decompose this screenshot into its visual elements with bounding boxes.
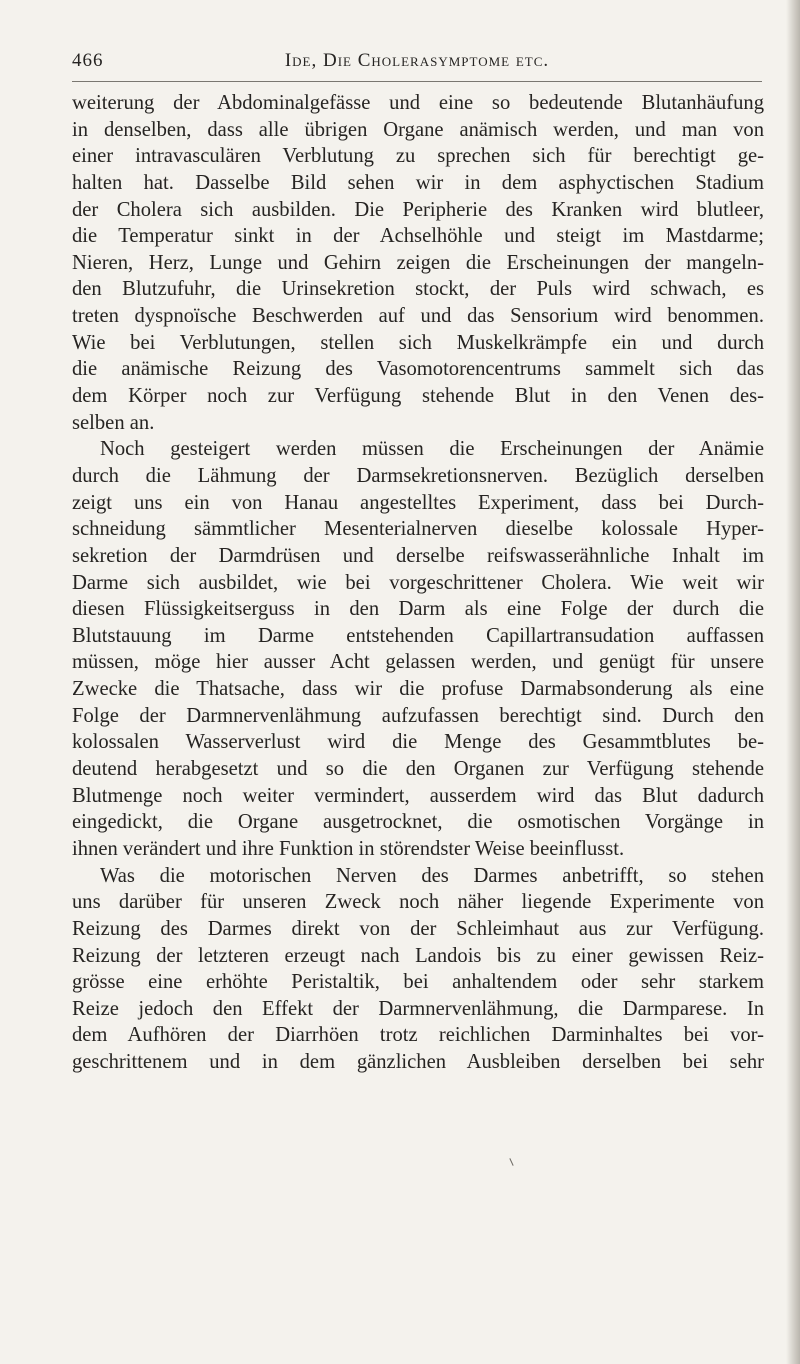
text-line: Wie bei Verblutungen, stellen sich Muskelkrämpfe ein und durch	[72, 331, 764, 354]
text-line: Folge der Darmnervenlähmung aufzufassen berechtigt sind. Durch den	[72, 704, 764, 727]
header-rule	[72, 81, 762, 82]
text-line: deutend herabgesetzt und so die den Organen zur Verfügung stehende	[72, 758, 764, 781]
text-line: Reizung der letzteren erzeugt nach Landois bis zu einer gewissen Reiz-	[72, 944, 764, 967]
text-line: müssen, möge hier ausser Acht gelassen werden, und genügt für unsere	[72, 651, 764, 674]
text-line: halten hat. Dasselbe Bild sehen wir in dem asphyctischen Stadium	[72, 171, 764, 194]
text-line: Nieren, Herz, Lunge und Gehirn zeigen die Erscheinungen der mangeln-	[72, 251, 764, 274]
text-line: durch die Lähmung der Darmsekretionsnerven. Bezüglich derselben	[72, 464, 764, 487]
text-line: zeigt uns ein von Hanau angestelltes Experiment, dass bei Durch-	[72, 491, 764, 514]
text-line: grösse eine erhöhte Peristaltik, bei anhaltendem oder sehr starkem	[72, 971, 764, 994]
page-edge-shadow	[786, 0, 800, 1364]
running-title-rest: , Die Cholerasymptome etc.	[311, 50, 550, 71]
body-text	[72, 90, 764, 1076]
text-line: der Cholera sich ausbilden. Die Peripherie des Kranken wird blutleer,	[72, 198, 764, 221]
text-line: weiterung der Abdominalgefässe und eine so bedeutende Blutanhäufung	[72, 92, 764, 114]
text-line: ihnen verändert und ihre Funktion in störendster Weise beeinflusst.	[72, 837, 625, 860]
text-line: treten dyspnoïsche Beschwerden auf und das Sensorium wird benommen.	[72, 305, 764, 328]
text-line: eingedickt, die Organe ausgetrocknet, die osmotischen Vorgänge in	[72, 811, 764, 834]
text-line: Noch gesteigert werden müssen die Erscheinungen der Anämie	[100, 438, 764, 461]
running-title-ide: Ide	[284, 50, 312, 71]
text-line: selben an.	[72, 411, 155, 434]
text-line: Blutmenge noch weiter vermindert, ausserdem wird das Blut dadurch	[72, 784, 764, 807]
text-line: dem Körper noch zur Verfügung stehende Blut in den Venen des-	[72, 385, 764, 408]
text-line: Zwecke die Thatsache, dass wir die profuse Darmabsonderung als eine	[72, 678, 764, 701]
page-number: 466	[72, 50, 104, 71]
text-line: Darme sich ausbildet, wie bei vorgeschrittener Cholera. Wie weit wir	[72, 571, 764, 594]
text-line: uns darüber für unseren Zweck noch näher liegende Experimente von	[72, 891, 764, 914]
text-line: in denselben, dass alle übrigen Organe anämisch werden, und man von	[72, 118, 764, 141]
text-line: den Blutzufuhr, die Urinsekretion stockt, der Puls wird schwach, es	[72, 278, 764, 301]
paragraph-2	[72, 436, 764, 862]
running-title	[72, 50, 762, 72]
text-line: schneidung sämmtlicher Mesenterialnerven dieselbe kolossale Hyper-	[72, 518, 764, 541]
text-line: Was die motorischen Nerven des Darmes anbetrifft, so stehen	[100, 864, 764, 887]
text-line: die anämische Reizung des Vasomotorencentrums sammelt sich das	[72, 358, 764, 381]
text-line: die Temperatur sinkt in der Achselhöhle und steigt im Mastdarme;	[72, 225, 764, 248]
stray-ink-mark	[509, 1158, 513, 1166]
paragraph-1	[72, 90, 764, 436]
text-line: geschrittenem und in dem gänzlichen Ausbleiben derselben bei sehr	[72, 1051, 764, 1074]
text-line: einer intravasculären Verblutung zu sprechen sich für berechtigt ge-	[72, 145, 764, 168]
text-line: diesen Flüssigkeitserguss in den Darm als eine Folge der durch die	[72, 598, 764, 621]
text-line: dem Aufhören der Diarrhöen trotz reichlichen Darminhaltes bei vor-	[72, 1024, 764, 1047]
text-line: kolossalen Wasserverlust wird die Menge des Gesammtblutes be-	[72, 731, 764, 754]
text-line: Blutstauung im Darme entstehenden Capillartransudation auffassen	[72, 624, 764, 647]
text-line: Reizung des Darmes direkt von der Schleimhaut aus zur Verfügung.	[72, 917, 764, 940]
text-line: Reize jedoch den Effekt der Darmnervenlähmung, die Darmparese. In	[72, 997, 764, 1020]
running-header	[72, 50, 762, 80]
paragraph-3	[72, 863, 764, 1076]
text-line: sekretion der Darmdrüsen und derselbe reifswasserähnliche Inhalt im	[72, 544, 764, 567]
